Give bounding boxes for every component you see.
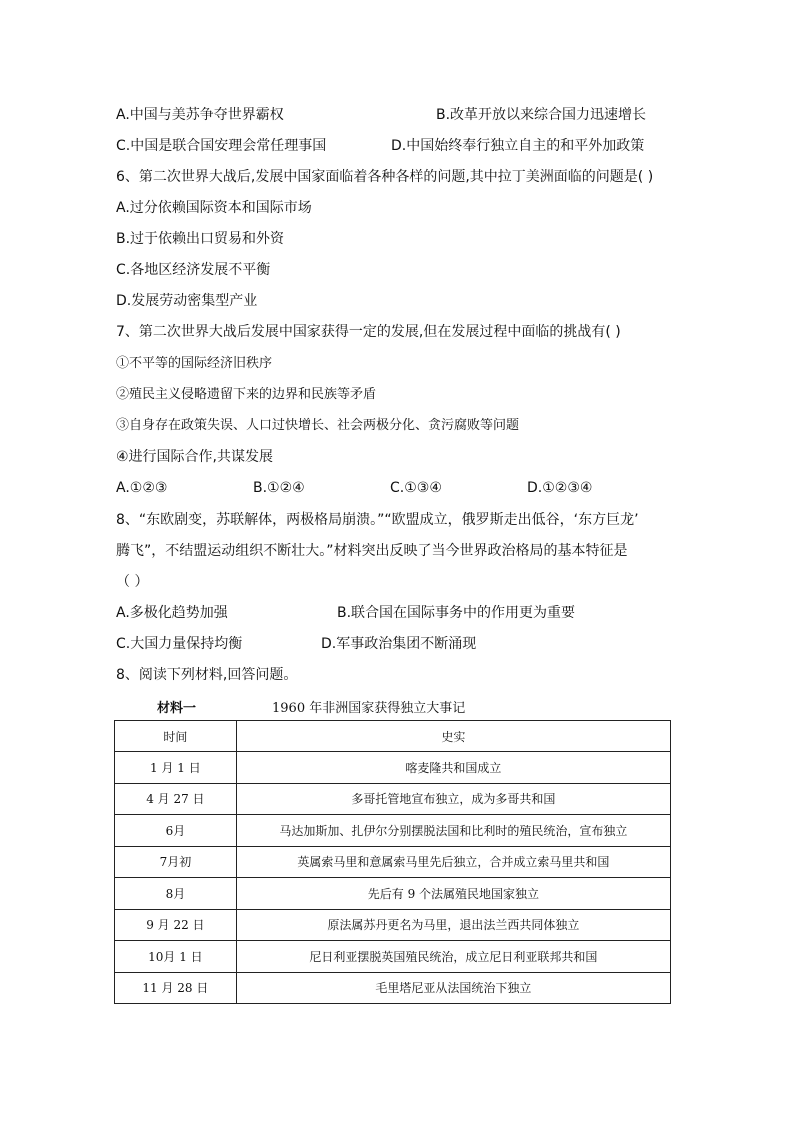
row-time: 8月 (115, 878, 237, 910)
material-title: 1960 年非洲国家获得独立大事记 (272, 701, 466, 716)
q5-option-c: C.中国是联合国安理会常任理事国 (116, 138, 327, 154)
q6-stem: 6、第二次世界大战后,发展中国家面临着各种各样的问题,其中拉丁美洲面临的问题是( ) (116, 169, 654, 185)
q7-option-b: B.①②④ (253, 480, 305, 496)
header-fact: 史实 (236, 721, 670, 752)
q8-option-d: D.军事政治集团不断涌现 (321, 636, 477, 652)
q7-statement-1: ①不平等的国际经济旧秩序 (116, 356, 273, 371)
q7-statement-4: ④进行国际合作,共谋发展 (116, 449, 274, 465)
q8-option-a: A.多极化趋势加强 (116, 605, 228, 621)
row-fact: 英属索马里和意属索马里先后独立，合并成立索马里共和国 (236, 846, 670, 878)
q7-statement-3: ③自身存在政策失误、人口过快增长、社会两极分化、贪污腐败等问题 (116, 418, 520, 433)
header-time: 时间 (115, 721, 237, 752)
events-table (114, 720, 671, 1004)
row-time: 4 月 27 日 (115, 783, 237, 815)
table-row (115, 972, 671, 1004)
q5-option-a: A.中国与美苏争夺世界霸权 (116, 107, 284, 123)
q6-option-c: C.各地区经济发展不平衡 (116, 262, 271, 278)
q8-stem-line3: （ ） (116, 574, 149, 590)
q8-stem-line1: 8、“东欧剧变，苏联解体，两极格局崩溃。”“欧盟成立，俄罗斯走出低谷，‘东方巨龙’ (116, 512, 639, 528)
material-label: 材料一 (157, 701, 197, 716)
q8-stem-line2: 腾飞”，不结盟运动组织不断壮大。”材料突出反映了当今世界政治格局的基本特征是 (116, 543, 628, 559)
q5-option-d: D.中国始终奉行独立自主的和平外加政策 (391, 138, 645, 154)
table-row (115, 752, 671, 784)
q9-stem: 8、阅读下列材料,回答问题。 (116, 667, 298, 683)
table-row (115, 815, 671, 847)
table-row (115, 783, 671, 815)
row-fact: 毛里塔尼亚从法国统治下独立 (236, 972, 670, 1004)
row-fact: 原法属苏丹更名为马里，退出法兰西共同体独立 (236, 909, 670, 941)
q6-option-b: B.过于依赖出口贸易和外资 (116, 231, 285, 247)
q8-option-b: B.联合国在国际事务中的作用更为重要 (337, 605, 576, 621)
row-fact: 多哥托管地宣布独立，成为多哥共和国 (236, 783, 670, 815)
row-time: 9 月 22 日 (115, 909, 237, 941)
row-time: 6月 (115, 815, 237, 847)
q7-option-d: D.①②③④ (527, 480, 593, 496)
row-fact: 马达加斯加、扎伊尔分别摆脱法国和比利时的殖民统治，宣布独立 (236, 815, 670, 847)
row-time: 7月初 (115, 846, 237, 878)
q8-option-c: C.大国力量保持均衡 (116, 636, 243, 652)
q5-option-b: B.改革开放以来综合国力迅速增长 (436, 107, 647, 123)
table-row (115, 878, 671, 910)
table-header-row (115, 721, 671, 752)
row-fact: 先后有 9 个法属殖民地国家独立 (236, 878, 670, 910)
row-fact: 尼日利亚摆脱英国殖民统治，成立尼日利亚联邦共和国 (236, 941, 670, 973)
q7-option-a: A.①②③ (116, 480, 168, 496)
table-row (115, 909, 671, 941)
q7-option-c: C.①③④ (390, 480, 442, 496)
table-row (115, 846, 671, 878)
row-fact: 喀麦隆共和国成立 (236, 752, 670, 784)
row-time: 11 月 28 日 (115, 972, 237, 1004)
q7-stem: 7、第二次世界大战后发展中国家获得一定的发展,但在发展过程中面临的挑战有( ) (116, 324, 621, 340)
row-time: 1 月 1 日 (115, 752, 237, 784)
q6-option-a: A.过分依赖国际资本和国际市场 (116, 200, 312, 216)
table-row (115, 941, 671, 973)
q6-option-d: D.发展劳动密集型产业 (116, 293, 258, 309)
q7-statement-2: ②殖民主义侵略遗留下来的边界和民族等矛盾 (116, 387, 377, 402)
row-time: 10月 1 日 (115, 941, 237, 973)
